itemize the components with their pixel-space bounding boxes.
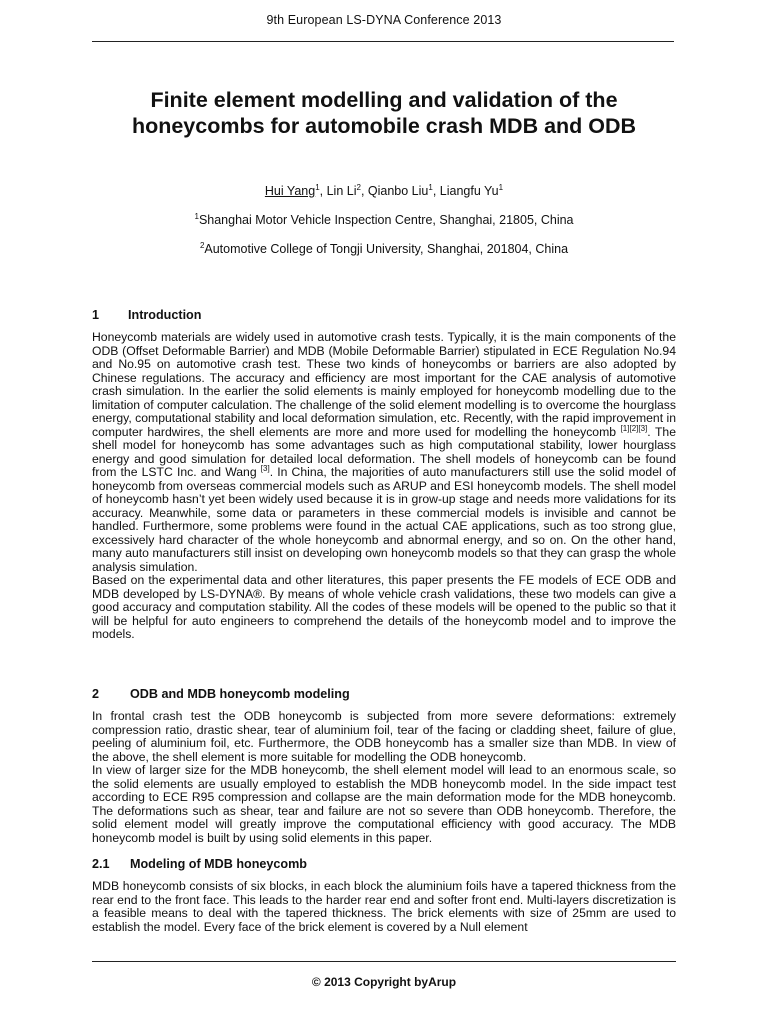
- paragraph: [92, 331, 676, 574]
- author-name: Lin Li: [326, 184, 357, 198]
- paragraph: In view of larger size for the MDB honeycomb, the shell element model will lead to an enormous scale, so the solid elements are usually employed to establish the MDB honeycomb model. In the side impact test according to ECE R95 compression and collapse are the main deformation mode for the MDB honeycomb. The deformations such as shear, tear and failure are not so severe than ODB honeycomb. Therefore, the solid element model will greatly improve the computational efficiency with good accuracy. The MDB honeycomb model is built by using solid elements in this paper.: [92, 763, 676, 845]
- paragraph-text: . The shell model for honeycomb has some advantages such as high computational stability, lower hourglass energy and good simulation for detailed local deformation. The shell models of honeycomb can be found from the LSTC Inc. and Wang: [92, 424, 676, 479]
- running-header: 9th European LS-DYNA Conference 2013: [266, 13, 502, 27]
- introduction-body: [92, 331, 676, 642]
- author-affil-mark: 1: [315, 183, 320, 192]
- affiliation-1: [0, 213, 768, 227]
- author-name: Qianbo Liu: [367, 184, 429, 198]
- author-affil-mark: 2: [356, 183, 361, 192]
- paragraph-text: . In China, the majorities of auto manufacturers still use the solid model of honeycomb from overseas commercial models such as ARUP and ESI honeycomb models. The shell model of honeycomb hasn’t yet been widely used because it is in grow-up stage and needs more validations for its accuracy. Meanwhile, some data or parameters in these commercial models is invisible and cannot be handled. Furthermore, some problems were found in the actual CAE applications, such as too strong glue, excessively hard character of the whole honeycomb and abnormal energy, and so on. On the other hand, many auto manufacturers still insist on developing own honeycomb models so that they can grasp the whole analysis simulation.: [92, 465, 676, 574]
- affiliation-mark: 2: [199, 241, 205, 250]
- author-affil-mark: 1: [498, 183, 504, 192]
- paragraph: Based on the experimental data and other literatures, this paper presents the FE models of ECE ODB and MDB developed by LS-DYNA®. By means of whole vehicle crash validations, these two models can give a good accuracy and computation stability. All the codes of these models will be opened to the public so that it will be helpful for auto engineers to comprehend the details of the honeycomb model and to improve the models.: [92, 573, 676, 641]
- section-number: 1: [92, 308, 100, 322]
- author-separator: ,: [432, 184, 440, 198]
- author-name: Liangfu Yu: [439, 184, 499, 198]
- title-line-1: Finite element modelling and validation of the: [150, 88, 618, 112]
- author-list: [0, 184, 768, 198]
- paragraph: In frontal crash test the ODB honeycomb is subjected from more severe deformations: extremely compression ratio, drastic shear, tear of aluminium foil, tear of the facing or cladding sheet, failure of glue, peeling of aluminium foil, etc. Furthermore, the ODB honeycomb has a smaller size than MDB. In view of the above, the shell element is more suitable for modelling the ODB honeycomb.: [92, 709, 676, 764]
- paragraph-text: Honeycomb materials are widely used in automotive crash tests. Typically, it is the main components of the ODB (Offset Deformable Barrier) and MDB (Mobile Deformable Barrier) stipulated in ECE Regulation No.94 and No.95 on automotive crash test. These two kinds of honeycombs or barriers are also adopted by Chinese regulations. The accuracy and efficiency are most important for the CAE analysis of automotive crash simulation. In the earlier the solid elements is mainly employed for honeycomb modelling due to the limitation of computer calculation. The challenge of the solid element modelling is to overcome the hourglass energy, computational stability and local deformation simulation, etc. Recently, with the rapid improvement in computer hardwires, the shell elements are more and more used for modelling the honeycomb: [92, 330, 676, 439]
- affiliation-text: Automotive College of Tongji University, Shanghai, 201804, China: [204, 242, 569, 256]
- section-title: ODB and MDB honeycomb modeling: [130, 687, 350, 701]
- section-title: Modeling of MDB honeycomb: [130, 857, 308, 871]
- footer-rule: [92, 961, 676, 962]
- subsection-heading-mdb: [92, 857, 307, 871]
- author-separator: ,: [319, 184, 327, 198]
- section-heading-odb-mdb: [92, 687, 350, 701]
- header-rule: [92, 41, 674, 42]
- section-number: 2.1: [92, 857, 110, 871]
- copyright-footer: © 2013 Copyright byArup: [311, 975, 457, 989]
- affiliation-mark: 1: [194, 212, 199, 221]
- title-line-2: honeycombs for automobile crash MDB and ODB: [131, 114, 637, 138]
- paragraph: MDB honeycomb consists of six blocks, in each block the aluminium foils have a tapered thickness from the rear end to the front face. This leads to the harder rear end and softer front end. Multi-layers discretization is a feasible means to deal with the tapered thickness. The brick elements with size of 25mm are used to establish the model. Every face of the brick element is covered by a Null element: [92, 879, 676, 934]
- section-heading-introduction: [92, 308, 201, 322]
- author-separator: ,: [360, 184, 368, 198]
- subsection-2-1-body: [92, 880, 676, 934]
- affiliation-2: [0, 242, 768, 256]
- section-number: 2: [92, 687, 100, 701]
- citation: [1][2][3]: [620, 423, 648, 433]
- affiliation-text: Shanghai Motor Vehicle Inspection Centre, Shanghai, 21805, China: [198, 213, 574, 227]
- section-title: Introduction: [128, 308, 202, 322]
- author-name: Hui Yang: [264, 184, 316, 198]
- citation: [3]: [260, 464, 270, 473]
- author-affil-mark: 1: [428, 183, 433, 192]
- paper-title: [60, 87, 708, 139]
- section-2-body: [92, 710, 676, 845]
